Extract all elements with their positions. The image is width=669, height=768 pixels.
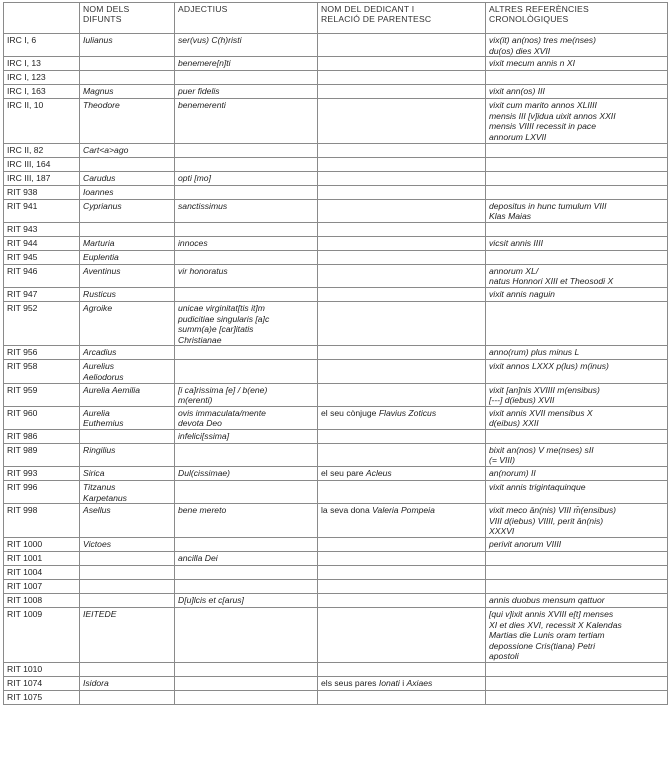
cell-chronology [486, 185, 668, 199]
cell-deceased-name [80, 663, 175, 677]
cell-reference: RIT 1010 [4, 663, 80, 677]
cell-deceased-name [80, 57, 175, 71]
cell-deceased-name: Marturia [80, 236, 175, 250]
header-chronological-refs: ALTRES REFERÈNCIES CRONOLÒGIQUES [486, 3, 668, 34]
table-header-row [4, 3, 668, 34]
cell-adjectives: ovis immaculata/mente devota Deo [175, 406, 318, 429]
cell-dedicator [318, 57, 486, 71]
cell-dedicator [318, 691, 486, 705]
cell-deceased-name [80, 594, 175, 608]
cell-reference: RIT 945 [4, 250, 80, 264]
cell-dedicator [318, 301, 486, 345]
cell-chronology: vixit annis trigintaquinque [486, 481, 668, 504]
cell-chronology [486, 143, 668, 157]
cell-deceased-name [80, 71, 175, 85]
cell-deceased-name [80, 552, 175, 566]
cell-dedicator [318, 443, 486, 466]
cell-adjectives: ser(vus) C(h)risti [175, 34, 318, 57]
cell-chronology: perivit anorum VIIII [486, 538, 668, 552]
cell-chronology [486, 250, 668, 264]
table-row [4, 199, 668, 222]
inscriptions-table [3, 2, 668, 705]
cell-chronology: vixit [an]nis XVIIII m(ensibus) [---] d(iebus) XVII [486, 383, 668, 406]
cell-deceased-name [80, 566, 175, 580]
cell-adjectives: unicae virginitat[tis it]m pudicitiae singularis [a]c summ(a)e [car]itatis Christianae [175, 301, 318, 345]
cell-reference: RIT 947 [4, 287, 80, 301]
cell-chronology: vixit ann(os) III [486, 85, 668, 99]
cell-adjectives [175, 143, 318, 157]
cell-reference: IRC II, 82 [4, 143, 80, 157]
table-row [4, 663, 668, 677]
cell-dedicator [318, 85, 486, 99]
cell-adjectives: benemere[n]ti [175, 57, 318, 71]
cell-chronology: vixit mecum annis n XI [486, 57, 668, 71]
cell-reference: RIT 1074 [4, 677, 80, 691]
cell-dedicator [318, 287, 486, 301]
cell-deceased-name: Aurelius Aeliodorus [80, 360, 175, 383]
cell-adjectives [175, 185, 318, 199]
cell-reference: RIT 1007 [4, 580, 80, 594]
table-row [4, 71, 668, 85]
cell-adjectives: opti [mo] [175, 171, 318, 185]
cell-dedicator [318, 481, 486, 504]
cell-deceased-name: Carudus [80, 171, 175, 185]
cell-chronology: vixit annis XVII mensibus X d(eibus) XXII [486, 406, 668, 429]
cell-deceased-name: Iulianus [80, 34, 175, 57]
cell-reference: IRC I, 13 [4, 57, 80, 71]
cell-chronology [486, 580, 668, 594]
cell-reference: RIT 998 [4, 504, 80, 538]
cell-adjectives [175, 538, 318, 552]
cell-chronology: vixit annos LXXX p(lus) m(inus) [486, 360, 668, 383]
cell-reference: IRC III, 164 [4, 157, 80, 171]
cell-deceased-name: Aurelia Euthemius [80, 406, 175, 429]
cell-dedicator [318, 222, 486, 236]
cell-adjectives: [i ca]rissima [e] / b(ene) m(erenti) [175, 383, 318, 406]
cell-deceased-name: Aurelia Aemilia [80, 383, 175, 406]
cell-reference: RIT 943 [4, 222, 80, 236]
table-row [4, 360, 668, 383]
cell-reference: RIT 1001 [4, 552, 80, 566]
cell-adjectives: vir honoratus [175, 264, 318, 287]
cell-dedicator [318, 199, 486, 222]
cell-reference: RIT 1008 [4, 594, 80, 608]
cell-reference: RIT 952 [4, 301, 80, 345]
cell-adjectives [175, 346, 318, 360]
cell-deceased-name [80, 691, 175, 705]
cell-dedicator [318, 552, 486, 566]
cell-adjectives [175, 250, 318, 264]
cell-adjectives [175, 663, 318, 677]
table-row [4, 504, 668, 538]
cell-reference: IRC I, 6 [4, 34, 80, 57]
cell-adjectives: D[u]lcis et c[arus] [175, 594, 318, 608]
cell-dedicator [318, 71, 486, 85]
cell-chronology: [qui v]ixit annis XVIII e[t] menses XI et dies XVI, recessit X Kalendas Martias die Lunis oram tertiam depossione Cris(tiana) Petri apostoli [486, 608, 668, 663]
table-row [4, 222, 668, 236]
cell-dedicator: el seu pare Acleus [318, 467, 486, 481]
table-row [4, 383, 668, 406]
cell-reference: RIT 1009 [4, 608, 80, 663]
cell-adjectives [175, 157, 318, 171]
cell-dedicator [318, 580, 486, 594]
cell-reference: IRC II, 10 [4, 99, 80, 143]
cell-adjectives [175, 566, 318, 580]
cell-adjectives: ancilla Dei [175, 552, 318, 566]
cell-deceased-name: Agroike [80, 301, 175, 345]
table-row [4, 481, 668, 504]
cell-dedicator [318, 383, 486, 406]
cell-reference: RIT 959 [4, 383, 80, 406]
cell-dedicator [318, 185, 486, 199]
cell-chronology: vixit annis naguin [486, 287, 668, 301]
cell-chronology [486, 157, 668, 171]
table-body [4, 34, 668, 705]
header-deceased-name: NOM DELS DIFUNTS [80, 3, 175, 34]
cell-dedicator [318, 157, 486, 171]
cell-reference: RIT 946 [4, 264, 80, 287]
cell-deceased-name: Ringilius [80, 443, 175, 466]
cell-deceased-name: IEITEDE [80, 608, 175, 663]
cell-reference: IRC I, 163 [4, 85, 80, 99]
cell-dedicator: el seu cònjuge Flavius Zoticus [318, 406, 486, 429]
cell-chronology [486, 222, 668, 236]
cell-reference: RIT 986 [4, 429, 80, 443]
cell-dedicator [318, 360, 486, 383]
table-row [4, 594, 668, 608]
cell-chronology: bixit an(nos) V me(nses) sII (= VIII) [486, 443, 668, 466]
cell-chronology [486, 677, 668, 691]
cell-deceased-name: Asellus [80, 504, 175, 538]
table-row [4, 99, 668, 143]
header-reference [4, 3, 80, 34]
cell-chronology [486, 429, 668, 443]
header-dedicator: NOM DEL DEDICANT I RELACIÓ DE PARENTESC [318, 3, 486, 34]
cell-deceased-name: Cyprianus [80, 199, 175, 222]
cell-deceased-name: Theodore [80, 99, 175, 143]
table-row [4, 157, 668, 171]
table-row [4, 429, 668, 443]
cell-chronology: annorum XL/ natus Honnori XIII et Theosodi X [486, 264, 668, 287]
cell-chronology [486, 71, 668, 85]
cell-adjectives [175, 580, 318, 594]
table-row [4, 171, 668, 185]
cell-reference: RIT 956 [4, 346, 80, 360]
cell-dedicator [318, 608, 486, 663]
cell-adjectives [175, 608, 318, 663]
table-row [4, 185, 668, 199]
cell-adjectives: puer fidelis [175, 85, 318, 99]
cell-adjectives: sanctissimus [175, 199, 318, 222]
cell-dedicator [318, 34, 486, 57]
cell-dedicator [318, 346, 486, 360]
cell-dedicator: la seva dona Valeria Pompeia [318, 504, 486, 538]
cell-deceased-name: Victoes [80, 538, 175, 552]
cell-dedicator [318, 566, 486, 580]
table-row [4, 467, 668, 481]
cell-reference: RIT 938 [4, 185, 80, 199]
cell-adjectives [175, 71, 318, 85]
cell-dedicator [318, 663, 486, 677]
table-row [4, 566, 668, 580]
table-row [4, 250, 668, 264]
cell-dedicator [318, 429, 486, 443]
table-row [4, 301, 668, 345]
cell-dedicator [318, 171, 486, 185]
cell-reference: IRC I, 123 [4, 71, 80, 85]
cell-reference: RIT 960 [4, 406, 80, 429]
cell-deceased-name: Isidora [80, 677, 175, 691]
cell-deceased-name: Ioannes [80, 185, 175, 199]
cell-chronology: annis duobus mensum qattuor [486, 594, 668, 608]
cell-deceased-name [80, 222, 175, 236]
cell-chronology: vixit cum marito annos XLIIII mensis III [v]idua uixit annos XXII mensis VIIII recessit in pace annorum LXVII [486, 99, 668, 143]
cell-dedicator [318, 99, 486, 143]
cell-chronology [486, 552, 668, 566]
cell-reference: RIT 958 [4, 360, 80, 383]
table-row [4, 287, 668, 301]
cell-adjectives [175, 287, 318, 301]
cell-adjectives: benemerenti [175, 99, 318, 143]
cell-adjectives [175, 443, 318, 466]
cell-deceased-name [80, 580, 175, 594]
header-adjectives: ADJECTIUS [175, 3, 318, 34]
cell-deceased-name: Aventinus [80, 264, 175, 287]
cell-chronology: depositus in hunc tumulum VIII Klas Maias [486, 199, 668, 222]
cell-chronology: anno(rum) plus minus L [486, 346, 668, 360]
cell-dedicator [318, 143, 486, 157]
cell-adjectives: innoces [175, 236, 318, 250]
table-row [4, 236, 668, 250]
table-row [4, 264, 668, 287]
table-row [4, 580, 668, 594]
table-row [4, 677, 668, 691]
table-row [4, 143, 668, 157]
table-row [4, 57, 668, 71]
cell-deceased-name: Arcadius [80, 346, 175, 360]
cell-adjectives [175, 481, 318, 504]
cell-deceased-name [80, 429, 175, 443]
table-row [4, 691, 668, 705]
cell-dedicator [318, 594, 486, 608]
cell-adjectives [175, 222, 318, 236]
cell-chronology [486, 566, 668, 580]
table-row [4, 346, 668, 360]
cell-adjectives: bene mereto [175, 504, 318, 538]
cell-reference: RIT 1075 [4, 691, 80, 705]
cell-adjectives [175, 360, 318, 383]
cell-chronology: vicsit annis IIII [486, 236, 668, 250]
cell-deceased-name: Rusticus [80, 287, 175, 301]
table-row [4, 85, 668, 99]
table-row [4, 608, 668, 663]
cell-adjectives [175, 677, 318, 691]
cell-reference: RIT 1004 [4, 566, 80, 580]
cell-deceased-name: Sirica [80, 467, 175, 481]
table-row [4, 538, 668, 552]
cell-chronology: vixit meco ān(nis) VIII m̄(ensibus) VIII d(iebus) VIIII, perit ān(nis) XXXVI [486, 504, 668, 538]
cell-reference: RIT 989 [4, 443, 80, 466]
cell-chronology [486, 301, 668, 345]
table-row [4, 443, 668, 466]
cell-chronology [486, 171, 668, 185]
cell-dedicator: els seus pares Ionati i Axiaes [318, 677, 486, 691]
cell-chronology [486, 691, 668, 705]
cell-deceased-name: Euplentia [80, 250, 175, 264]
table-row [4, 406, 668, 429]
cell-adjectives: infelici[ssima] [175, 429, 318, 443]
cell-dedicator [318, 236, 486, 250]
cell-deceased-name: Magnus [80, 85, 175, 99]
cell-reference: RIT 996 [4, 481, 80, 504]
cell-deceased-name: Titzanus Karpetanus [80, 481, 175, 504]
cell-dedicator [318, 538, 486, 552]
cell-adjectives: Dul(cissimae) [175, 467, 318, 481]
cell-reference: RIT 1000 [4, 538, 80, 552]
cell-chronology: vix(it) an(nos) tres me(nses) du(os) dies XVII [486, 34, 668, 57]
cell-dedicator [318, 264, 486, 287]
cell-reference: RIT 944 [4, 236, 80, 250]
cell-dedicator [318, 250, 486, 264]
cell-deceased-name [80, 157, 175, 171]
cell-adjectives [175, 691, 318, 705]
cell-reference: RIT 993 [4, 467, 80, 481]
cell-reference: RIT 941 [4, 199, 80, 222]
cell-deceased-name: Cart<a>ago [80, 143, 175, 157]
cell-chronology: an(norum) II [486, 467, 668, 481]
table-row [4, 552, 668, 566]
table-row [4, 34, 668, 57]
cell-reference: IRC III, 187 [4, 171, 80, 185]
cell-chronology [486, 663, 668, 677]
